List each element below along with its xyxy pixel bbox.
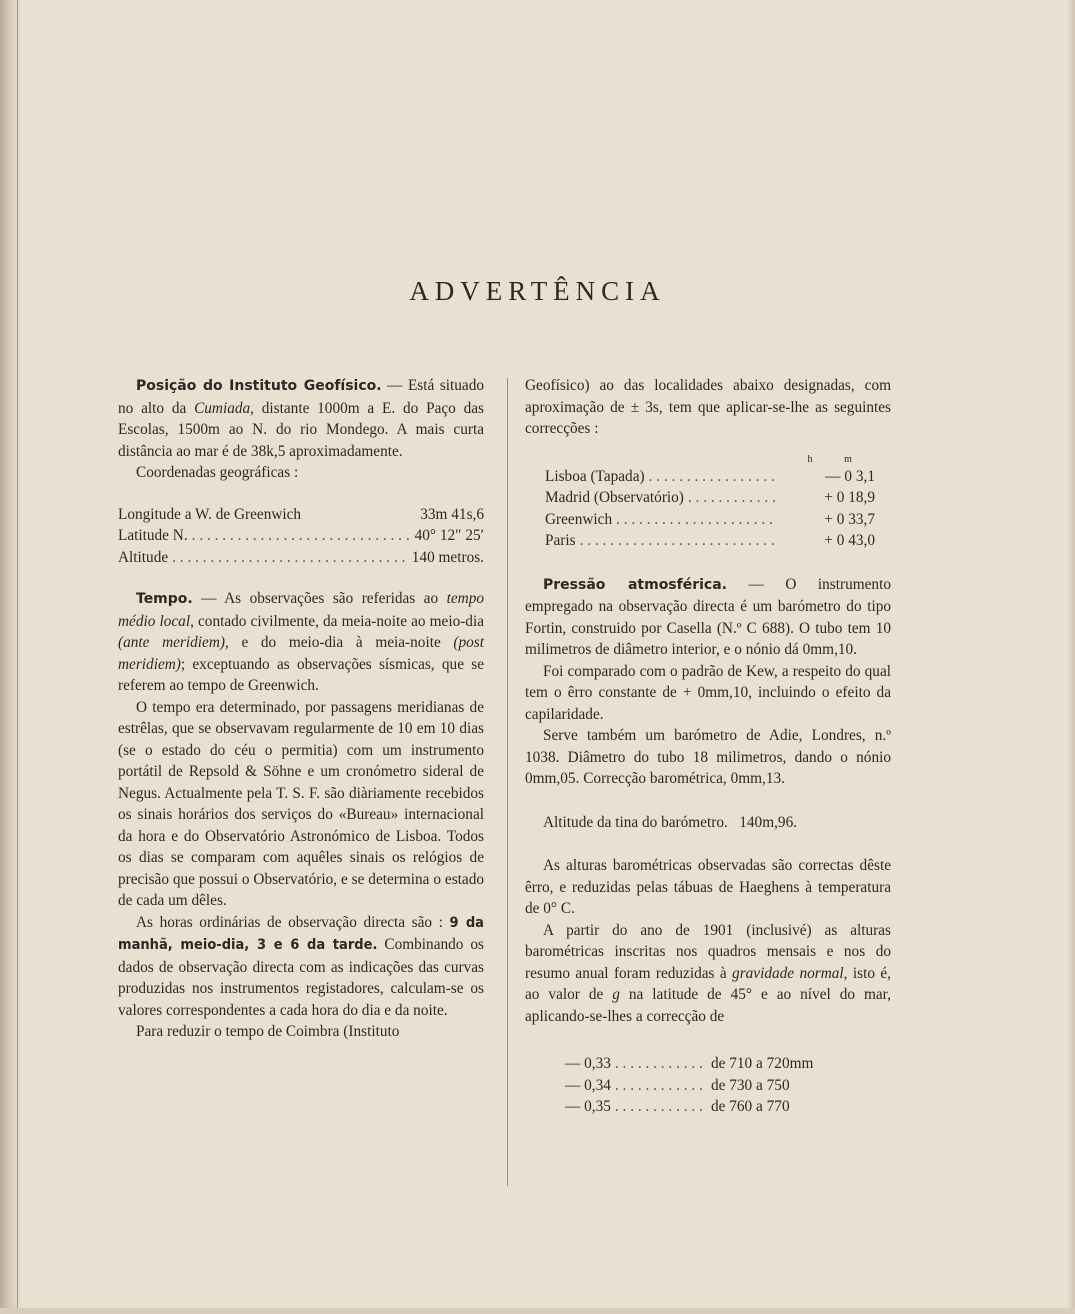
column-divider	[507, 378, 508, 1186]
reduction-value: — 0,35	[565, 1098, 611, 1115]
continuation-paragraph: Geofísico) ao das localidades abaixo designadas, com aproximação de ± 3s, tem que aplicar-se-lhe as seguintes correcções :	[525, 377, 891, 437]
page-title: ADVERTÊNCIA	[409, 276, 666, 306]
correction-label: Greenwich	[545, 510, 613, 528]
pressure-text: — O instrumento empregado na observação directa é um barómetro do tipo Fortin, construido por Casella (N.º C 688). O tubo tem 10 milimetros de diâmetro interior, e o nónio dá 0mm,10.	[525, 575, 891, 658]
reduction-range: de 760 a 770	[711, 1098, 790, 1115]
reduction-row	[565, 1053, 865, 1075]
reduction-range: de 710 a 720mm	[711, 1055, 814, 1072]
reduction-value: — 0,34	[565, 1076, 611, 1094]
tempo-text: Combinando os dados de observação directa com as indicações das curvas produzidas nos instrumentos registadores, calculam-se os valores correspondentes a cada hora do dia e da noite.	[118, 936, 485, 1019]
leader-dots	[688, 487, 776, 509]
correction-label: Paris	[545, 532, 576, 549]
coord-value: 33m 41s,6	[420, 505, 484, 523]
reduction-table	[565, 1053, 865, 1118]
unit-minutes: m	[844, 453, 852, 465]
correction-row	[545, 509, 875, 531]
page-bottom-edge	[0, 1308, 1075, 1314]
leader-dots	[172, 547, 408, 569]
tempo-paragraph-2: O tempo era determinado, por passagens meridianas de estrêlas, que se observavam regularmente de 10 em 10 dias (se o estado do céu o permitia) com um instrumento portátil de Repsold & Söhne e um cronómetro sideral de Negus. Actualmente pela T. S. F. são diàriamente recebidos os sinais horários dos serviços do «Bureau» internacional da hora e do Observatório Astronómico de Lisboa. Todos os dias se comparam com aquêles sinais os relógios de precisão que possui o Observatório, e se determina o estado de cada um dêles.	[118, 698, 484, 909]
page-right-edge	[1067, 0, 1075, 1314]
position-place: Cumiada	[194, 399, 251, 417]
page-binding-edge	[0, 0, 22, 1314]
coord-value: 140 metros.	[411, 548, 484, 566]
tempo-italic: tempo médio local	[118, 590, 484, 630]
reduction-value: — 0,33	[565, 1055, 611, 1072]
unit-hours: h	[807, 453, 813, 465]
left-column	[118, 375, 484, 1043]
leader-dots	[615, 1075, 707, 1097]
coord-label: Longitude a W. de Greenwich	[118, 505, 302, 523]
coord-row	[118, 525, 484, 547]
tempo-text: , e do meio-dia à meia-noite	[224, 634, 454, 651]
barometer-altitude: Altitude da tina do barómetro. 140m,96.	[543, 813, 798, 831]
coords-intro: Coordenadas geográficas :	[136, 464, 299, 481]
corrections-table	[545, 454, 875, 552]
reduction-row	[565, 1075, 865, 1097]
correction-row	[545, 487, 875, 509]
heights-text: , isto é, ao valor de	[525, 964, 891, 1003]
tempo-paragraph-1	[118, 588, 484, 697]
coord-label: Altitude	[118, 548, 169, 566]
coord-label: Latitude N.	[118, 527, 188, 544]
leader-dots	[615, 1096, 707, 1118]
correction-label: Lisboa (Tapada)	[545, 467, 645, 485]
pressure-heading: Pressão atmosférica.	[543, 576, 727, 593]
tempo-paragraph-3	[118, 912, 484, 1022]
tempo-text: — As observações são referidas ao	[192, 590, 447, 607]
tempo-italic: (ante meridiem)	[118, 634, 225, 651]
correction-value: + 0 33,7	[824, 510, 875, 528]
right-column	[525, 375, 891, 1118]
tempo-text: ; exceptuando as observações sísmicas, que se referem ao tempo de Greenwich.	[118, 655, 484, 694]
heights-text: na latitude de 45° e ao nível do mar, aplicando-se-lhes a correcção de	[525, 986, 891, 1025]
position-paragraph	[118, 375, 484, 462]
position-text-2: , distante 1000m a E. do Paço das Escolas, 1500m ao N. do rio Mondego. A mais curta distância ao mar é de 38k,5 aproximadamente.	[118, 399, 484, 460]
pressure-paragraph-3: Serve também um barómetro de Adie, Londres, n.º 1038. Diâmetro do tubo 18 milimetros, dando o nónio 0mm,05. Correcção barométrica, 0mm,13.	[525, 727, 891, 787]
tempo-paragraph-4: Para reduzir o tempo de Coimbra (Instituto	[136, 1023, 400, 1040]
pressure-paragraph-2: Foi comparado com o padrão de Kew, a respeito do qual tem o êrro constante de + 0mm,10, incluindo o efeito da capilaridade.	[525, 662, 891, 723]
binding-line	[17, 0, 18, 1314]
gravity-symbol: g	[612, 986, 620, 1003]
leader-dots	[616, 509, 776, 531]
heights-paragraph-2	[525, 920, 891, 1028]
position-text: — Está situado no alto da	[118, 377, 485, 417]
leader-dots	[580, 530, 776, 552]
correction-value: — 0 3,1	[825, 467, 875, 485]
leader-dots	[615, 1053, 707, 1075]
observation-hours: 9 da manhã, meio-dia, 3 e 6 da tarde.	[118, 914, 484, 953]
tempo-text: As horas ordinárias de observação directa são :	[136, 913, 450, 931]
correction-label: Madrid (Observatório)	[545, 489, 684, 506]
coord-row	[118, 504, 484, 526]
reduction-row	[565, 1096, 865, 1118]
correction-value: + 0 18,9	[824, 489, 875, 506]
correction-row	[545, 466, 875, 488]
pressure-paragraph-1	[525, 574, 891, 661]
heights-text: A partir do ano de 1901 (inclusivé) as alturas barométricas inscritas nos quadros mensais e nos do resumo anual foram reduzidas à	[525, 921, 891, 982]
corrections-units	[545, 454, 875, 466]
reduction-range: de 730 a 750	[711, 1076, 790, 1094]
tempo-heading: Tempo.	[136, 591, 193, 607]
correction-row	[545, 530, 875, 552]
coord-row	[118, 547, 484, 569]
correction-value: + 0 43,0	[824, 532, 875, 549]
heights-paragraph-1: As alturas barométricas observadas são correctas dêste êrro, e reduzidas pelas tábuas de Haeghens à temperatura de 0° C.	[525, 857, 891, 917]
tempo-text: , contado civilmente, da meia-noite ao meio-dia	[190, 612, 484, 630]
tempo-italic: (post meridiem)	[118, 634, 485, 673]
heights-italic: gravidade normal	[732, 964, 844, 982]
leader-dots	[192, 525, 411, 547]
leader-dots	[649, 466, 776, 488]
coordinates-table	[118, 504, 484, 569]
position-heading: Posição do Instituto Geofísico.	[136, 378, 382, 394]
coord-value: 40° 12″ 25′	[414, 527, 484, 544]
